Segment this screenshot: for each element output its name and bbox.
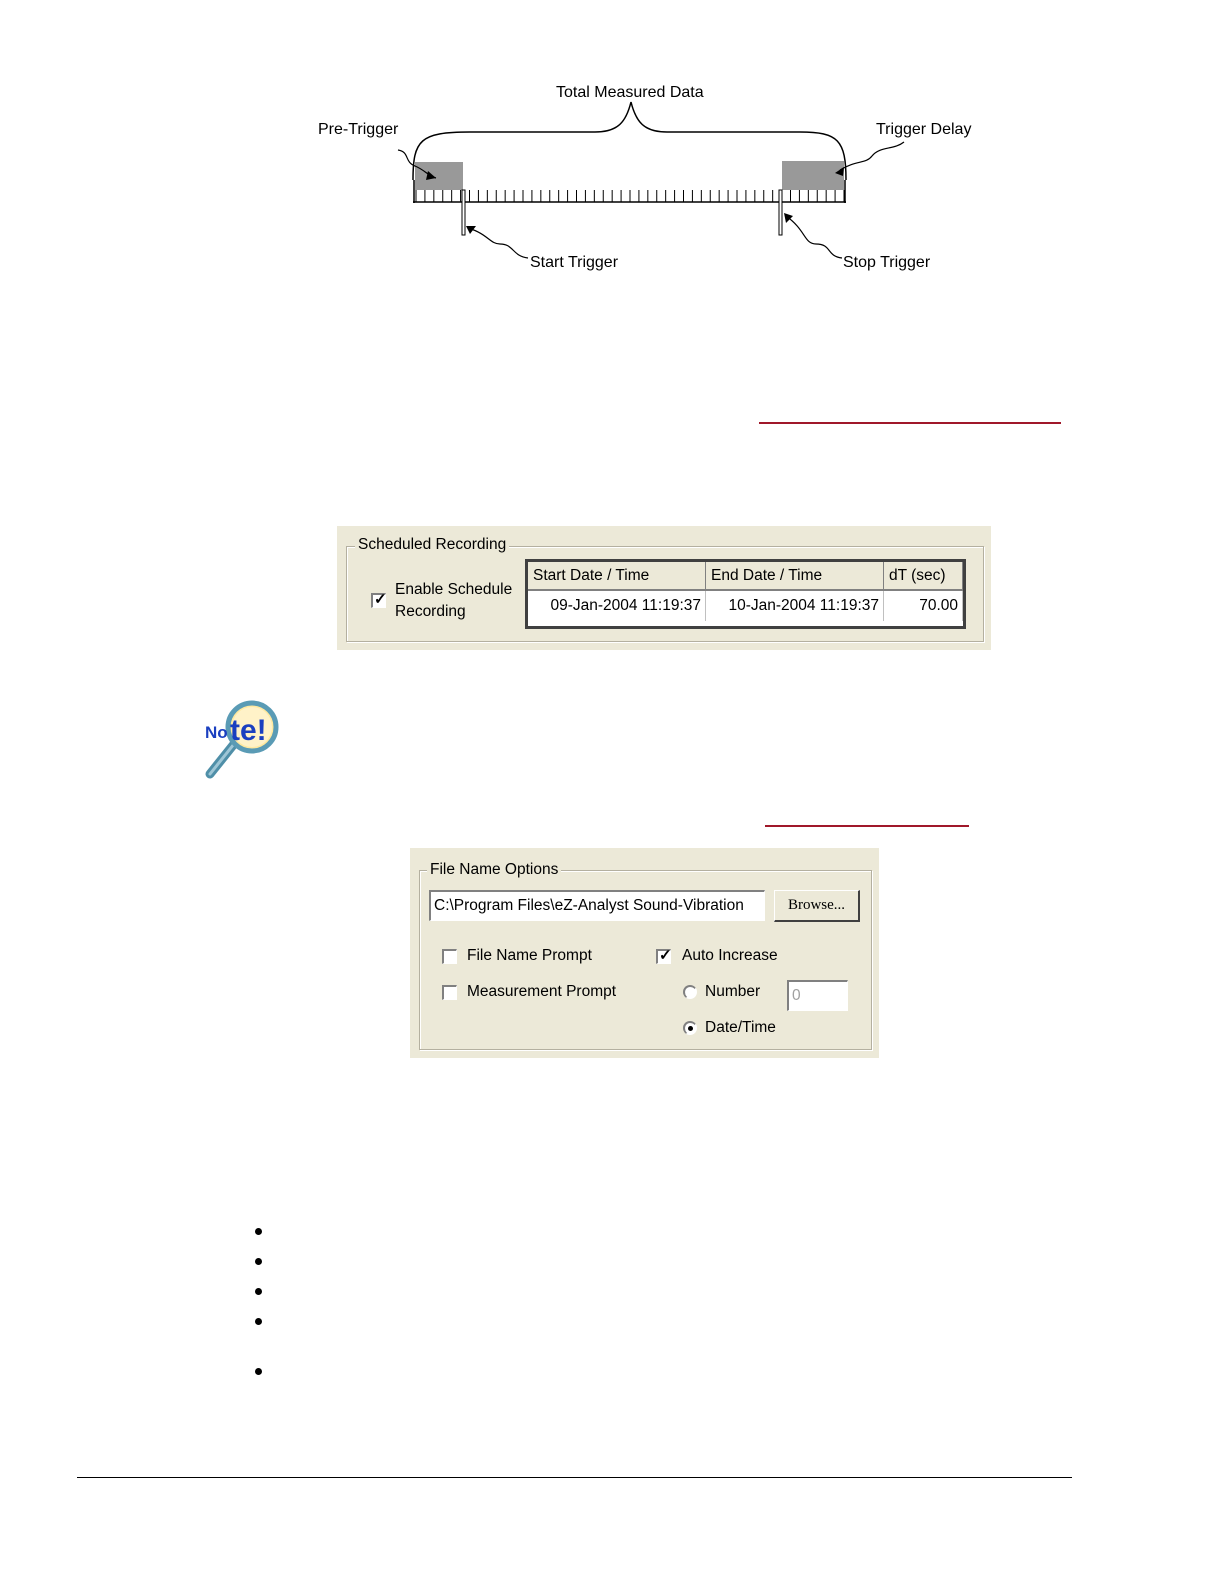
bullet-point xyxy=(255,1368,262,1375)
stop-trigger-marker xyxy=(779,190,782,235)
enable-schedule-label-line2[interactable]: Recording xyxy=(395,603,466,620)
column-header-start[interactable]: Start Date / Time xyxy=(528,562,706,591)
measurement-prompt-checkbox[interactable] xyxy=(442,985,457,1000)
bullet-point xyxy=(255,1228,262,1235)
trigger-delay-region xyxy=(782,161,844,190)
link-underline[interactable] xyxy=(759,422,1061,424)
stop-trigger-arrowhead xyxy=(784,213,793,223)
pre-trigger-label: Pre-Trigger xyxy=(318,121,399,138)
cell-end-date[interactable]: 10-Jan-2004 11:19:37 xyxy=(706,591,884,621)
number-radio-label[interactable]: Number xyxy=(705,983,761,1000)
radio-selected-dot xyxy=(688,1026,693,1031)
checkmark-icon: ✓ xyxy=(659,947,672,964)
pre-trigger-region xyxy=(415,162,463,190)
datetime-radio[interactable] xyxy=(683,1021,697,1035)
start-trigger-leader xyxy=(468,228,528,258)
file-name-options-title: File Name Options xyxy=(427,861,561,879)
file-name-options-panel xyxy=(410,848,879,1058)
note-large-text: te! xyxy=(230,714,267,747)
number-input[interactable]: 0 xyxy=(787,980,848,1011)
file-name-prompt-label[interactable]: File Name Prompt xyxy=(467,947,592,964)
file-name-prompt-checkbox[interactable] xyxy=(442,949,457,964)
measurement-prompt-label[interactable]: Measurement Prompt xyxy=(467,983,617,1000)
browse-button[interactable]: Browse... xyxy=(774,890,860,922)
auto-increase-checkbox[interactable] xyxy=(656,949,671,964)
note-magnifier-icon xyxy=(196,700,288,782)
enable-schedule-label-line1[interactable]: Enable Schedule xyxy=(395,581,513,598)
scheduled-recording-panel xyxy=(337,526,991,650)
stop-trigger-label: Stop Trigger xyxy=(843,254,931,271)
enable-schedule-checkbox[interactable] xyxy=(371,593,386,608)
scheduled-recording-title: Scheduled Recording xyxy=(355,536,509,554)
trigger-delay-leader xyxy=(840,142,904,170)
file-path-input[interactable]: C:\Program Files\eZ-Analyst Sound-Vibration xyxy=(429,890,765,921)
total-measured-label: Total Measured Data xyxy=(556,84,704,101)
start-trigger-label: Start Trigger xyxy=(530,254,619,271)
footer-rule xyxy=(77,1477,1072,1478)
start-trigger-marker xyxy=(462,190,465,235)
cell-start-date[interactable]: 09-Jan-2004 11:19:37 xyxy=(528,591,706,621)
column-header-end[interactable]: End Date / Time xyxy=(706,562,884,591)
stop-trigger-leader xyxy=(786,216,842,258)
column-header-dt[interactable]: dT (sec) xyxy=(884,562,963,591)
total-brace xyxy=(413,102,846,180)
bullet-point xyxy=(255,1258,262,1265)
auto-increase-label[interactable]: Auto Increase xyxy=(682,947,778,964)
bullet-point xyxy=(255,1318,262,1325)
trigger-diagram xyxy=(0,0,1225,300)
number-radio[interactable] xyxy=(683,985,697,999)
trigger-delay-label: Trigger Delay xyxy=(876,121,972,138)
cell-dt[interactable]: 70.00 xyxy=(884,591,963,621)
checkmark-icon: ✓ xyxy=(374,591,387,608)
datetime-radio-label[interactable]: Date/Time xyxy=(705,1019,776,1036)
bullet-point xyxy=(255,1288,262,1295)
schedule-table[interactable] xyxy=(525,559,966,629)
note-small-text: No xyxy=(205,723,228,742)
link-underline[interactable] xyxy=(765,825,969,827)
